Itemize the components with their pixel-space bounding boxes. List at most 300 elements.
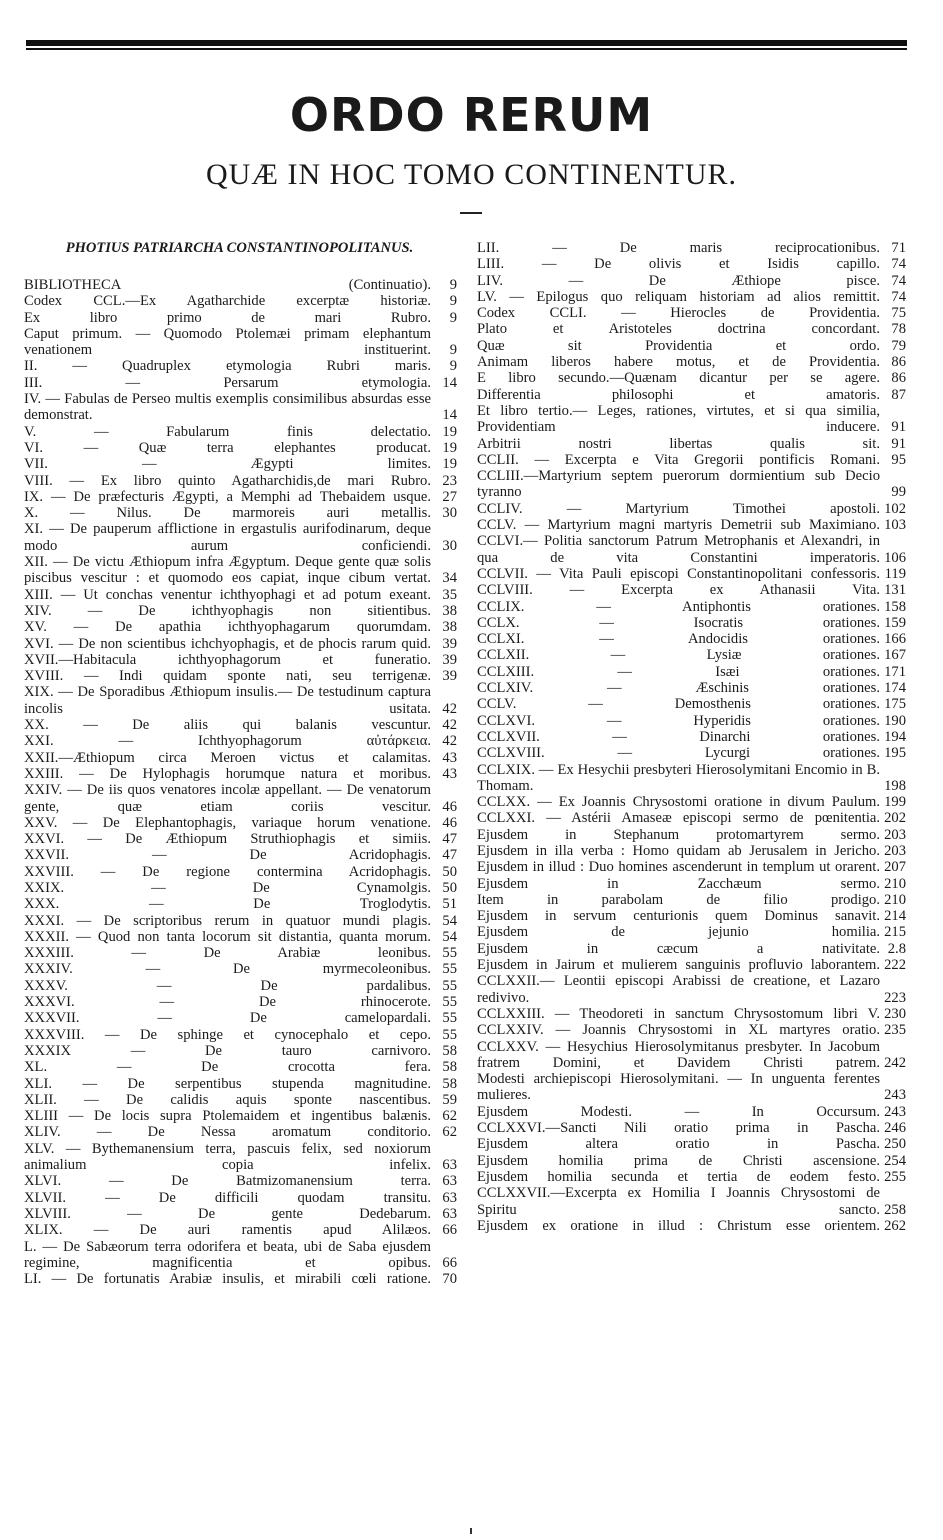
toc-entry [475,256,906,272]
toc-entry-text: CCLIV. — Martyrium Timothei apostoli. [477,500,880,517]
toc-entry-text: LIV. — De Æthiope pisce. [477,272,880,289]
toc-entry [22,391,457,424]
toc-entry-text: CCLV. — Martyrium magni martyris Demetrii sub Maximiano. [477,517,880,534]
toc-entry-text: LI. — De fortunatis Arabiæ insulis, et mirabili cœli ratione. [24,1271,431,1288]
toc-entry-page: 78 [891,321,906,338]
toc-entry-page: 194 [884,728,906,745]
toc-entry-text: IV. — Fabulas de Perseo multis exemplis consimilibus absurdas esse demonstrat. [24,391,431,424]
toc-entry [475,745,906,761]
toc-entry-text: XIX. — De Sporadibus Æthiopum insulis.— De testudinum captura incolis usitata. [24,684,431,717]
toc-entry-page: 215 [884,924,906,941]
toc-entry-text: XXVII. — De Acridophagis. [24,847,431,864]
toc-entry [475,305,906,321]
toc-entry-page: 39 [442,635,457,652]
toc-entry-page: 9 [449,293,457,310]
toc-entry-text: VIII. — Ex libro quinto Agatharchidis,de mari Rubro. [24,472,431,489]
toc-entry [475,1071,906,1104]
toc-entry-text: Ejusdem in Jairum et mulierem sanguinis profluvio laborantem. [477,957,880,974]
toc-entry-text: CCLII. — Excerpta e Vita Gregorii pontificis Romani. [477,451,880,468]
toc-entry-page: 95 [891,451,906,468]
toc-entry-page: 50 [442,863,457,880]
toc-entry-text: XII. — De victu Æthiopum infra Ægyptum. Deque gente quæ solis piscibus vescitur : et quomodo eos capiat, inque cibum vertat. [24,554,431,587]
toc-entry-text: CCLX. — Isocratis orationes. [477,614,880,631]
toc-entry-text: XVI. — De non scientibus ichchyophagis, et de phocis rarum quid. [24,635,431,652]
toc-entry-text: Ejusdem in servum centurionis quem Dominus sanavit. [477,908,880,925]
toc-entry-text: XXXIV. — De myrmecoleonibus. [24,961,431,978]
toc-entry-text: XXXIX — De tauro carnivoro. [24,1042,431,1059]
toc-entry [475,680,906,696]
toc-entry-page: 30 [442,505,457,522]
toc-entry-page: 102 [884,500,906,517]
toc-entry [22,293,457,309]
toc-entry-text: XVII.—Habitacula ichthyophagorum et funeratio. [24,651,431,668]
toc-entry [22,1027,457,1043]
toc-entry [475,827,906,843]
toc-entry-text: L. — De Sabæorum terra odorifera et beata, ubi de Saba ejusdem regimine, magnificentia et opibus. [24,1238,431,1271]
toc-entry [475,810,906,826]
separator-dash [460,212,482,214]
toc-entry [22,1190,457,1206]
toc-entry-page: 43 [442,765,457,782]
toc-entry-text: CCLXIII. — Isæi orationes. [477,663,880,680]
toc-entry [22,847,457,863]
toc-entry-text: XLV. — Bythemanensium terra, pascuis felix, sed noxiorum animalium copia infelix. [24,1140,431,1174]
toc-entry-text: Quæ sit Providentia et ordo. [477,337,880,354]
page-title: ORDO RERUM [289,88,654,142]
toc-entry-text: XXII.—Æthiopum circa Meroen victus et calamitas. [24,749,431,766]
toc-entry [475,403,906,436]
toc-entry [475,468,906,501]
toc-entry [475,957,906,973]
toc-entry [475,566,906,582]
toc-entry-text: Modesti archiepiscopi Hierosolymitani. — In unguenta ferentes mulieres. [477,1071,880,1104]
toc-entry-page: 74 [891,256,906,273]
toc-entry [475,1022,906,1038]
toc-entry-page: 86 [891,370,906,387]
toc-entry-page: 50 [442,879,457,896]
toc-entry [22,1108,457,1124]
toc-entry-text: XXXVI. — De rhinocerote. [24,994,431,1011]
toc-entry-page: 62 [442,1108,457,1125]
toc-entry [22,1043,457,1059]
toc-entry-page: 91 [891,419,906,436]
toc-entry [22,1092,457,1108]
toc-entry [475,729,906,745]
toc-entry-page: 171 [884,663,906,680]
toc-entry-text: CCLXXII.— Leontii episcopi Arabissi de creatione, et Lazaro redivivo. [477,973,880,1006]
toc-entry-text: Ejusdem de jejunio homilia. [477,924,880,941]
toc-entry-page: 55 [442,977,457,994]
toc-entry-page: 131 [884,582,906,599]
toc-entry-text: XXVI. — De Æthiopum Struthiophagis et simiis. [24,831,431,848]
toc-entry-text: CCLIX. — Antiphontis orationes. [477,598,880,615]
toc-entry-page: 210 [884,891,906,908]
toc-entry [22,1141,457,1174]
toc-entry-page: 166 [884,631,906,648]
toc-entry-page: 23 [442,472,457,489]
toc-entry-page: 19 [442,439,457,456]
toc-entry-page: 62 [442,1124,457,1141]
toc-entry-text: Item in parabolam de filio prodigo. [477,891,880,908]
toc-entry [475,1006,906,1022]
toc-entry [22,456,457,472]
toc-entry [22,358,457,374]
toc-entry-page: 58 [442,1075,457,1092]
toc-entry-page: 47 [442,831,457,848]
toc-entry-page: 2.8 [887,940,906,957]
toc-entry-page: 223 [884,989,906,1006]
toc-entry-page: 203 [884,826,906,843]
toc-entry [22,1124,457,1140]
toc-entry-text: LII. — De maris reciprocationibus. [477,240,880,256]
toc-entry-page: 66 [442,1254,457,1271]
toc-entry-page: 58 [442,1059,457,1076]
left-column [22,240,457,1287]
toc-entry [475,631,906,647]
toc-entry [475,338,906,354]
toc-entry [22,994,457,1010]
toc-entry-page: 9 [449,309,457,326]
toc-entry-text: X. — Nilus. De marmoreis auri metallis. [24,505,431,522]
toc-entry [22,717,457,733]
toc-entry-text: Codex CCLI. — Hierocles de Providentia. [477,305,880,322]
toc-entry [475,1218,906,1234]
toc-entry-page: 158 [884,598,906,615]
toc-entry-page: 195 [884,745,906,762]
toc-entry-page: 66 [442,1222,457,1239]
toc-entry-page: 39 [442,651,457,668]
toc-entry [475,370,906,386]
toc-entry-page: 47 [442,847,457,864]
toc-entry-text: XLIV. — De Nessa aromatum conditorio. [24,1124,431,1141]
toc-entry-text: XIII. — Ut conchas venentur ichthyophagi et ad potum exeant. [24,586,431,603]
toc-entry-page: 9 [449,277,457,293]
toc-entry [22,961,457,977]
toc-entry-text: XLVIII. — De gente Dedebarum. [24,1205,431,1222]
toc-entry-page: 190 [884,712,906,729]
toc-entry-page: 222 [884,957,906,974]
toc-entry-text: Plato et Aristoteles doctrina concordant. [477,321,880,338]
toc-entry-page: 74 [891,272,906,289]
toc-entry-text: Ex libro primo de mari Rubro. [24,309,431,326]
toc-entry-text: XXXVIII. — De sphinge et cynocephalo et cepo. [24,1026,431,1043]
toc-entry-text: XLVII. — De difficili quodam transitu. [24,1189,431,1206]
toc-entry-page: 86 [891,354,906,371]
toc-entry-page: 51 [442,896,457,913]
toc-entry-text: XXX. — De Troglodytis. [24,896,431,913]
toc-entry-text: III. — Persarum etymologia. [24,374,431,391]
toc-entry-text: CCLXIX. — Ex Hesychii presbyteri Hierosolymitani Encomio in B. Thomam. [477,761,880,794]
toc-entry-page: 119 [884,565,906,582]
toc-entry [475,941,906,957]
toc-entry-page: 230 [884,1005,906,1022]
toc-entry [22,505,457,521]
toc-entry-page: 79 [891,337,906,354]
toc-entry-page: 203 [884,842,906,859]
toc-entry [22,668,457,684]
toc-entry-text: XXXIII. — De Arabiæ leonibus. [24,945,431,962]
toc-entry-text: Ejusdem altera oratio in Pascha. [477,1136,880,1153]
toc-entry-text: XLIX. — De auri ramentis apud Alilæos. [24,1222,431,1239]
toc-entry [475,1104,906,1120]
right-column [475,240,906,1234]
toc-entry-page: 71 [891,240,906,256]
toc-entry-text: CCLXX. — Ex Joannis Chrysostomi oratione in divum Paulum. [477,794,880,811]
toc-entry [475,713,906,729]
toc-entry [22,603,457,619]
toc-entry-text: CCLXVI. — Hyperidis orationes. [477,712,880,729]
toc-entry-page: 91 [891,435,906,452]
toc-entry [475,892,906,908]
toc-entry-text: II. — Quadruplex etymologia Rubri maris. [24,358,431,375]
toc-entry-text: E libro secundo.—Quænam dicantur per se agere. [477,370,880,387]
toc-entry-page: 242 [884,1054,906,1071]
toc-entry-text: XL. — De crocotta fera. [24,1059,431,1076]
toc-entry-text: XV. — De apathia ichthyophagarum quorumdam. [24,619,431,636]
toc-entry-page: 99 [891,484,906,501]
toc-entry-text: Ejusdem homilia secunda et tertia de eodem festo. [477,1168,880,1185]
toc-entry-page: 42 [442,717,457,734]
toc-entry [22,1173,457,1189]
toc-entry-text: Ejusdem in Stephanum protomartyrem sermo. [477,826,880,843]
toc-entry-text: XXXV. — De pardalibus. [24,977,431,994]
toc-entry-page: 103 [884,517,906,534]
toc-entry-page: 19 [442,423,457,440]
toc-entry-text: XXIV. — De iis quos venatores incolæ appellant. — De venatorum gente, quæ etiam coriis vescitur. [24,782,431,815]
toc-entry [22,1222,457,1238]
toc-entry-text: CCLXXI. — Astérii Amaseæ episcopi sermo de pœnitentia. [477,810,880,827]
toc-entry-text: V. — Fabularum finis delectatio. [24,423,431,440]
toc-entry-page: 255 [884,1168,906,1185]
toc-entry-text: Ejusdem homilia prima de Christi ascensione. [477,1152,880,1169]
toc-entry [475,533,906,566]
toc-entry-text: XLII. — De calidis aquis sponte nascentibus. [24,1091,431,1108]
toc-entry [22,1010,457,1026]
toc-entry-text: Ejusdem in Zacchæum sermo. [477,875,880,892]
toc-entry-page: 9 [449,342,457,359]
toc-entry-page: 38 [442,619,457,636]
toc-entry-page: 63 [442,1173,457,1190]
toc-entry-page: 198 [884,777,906,794]
toc-entry [475,973,906,1006]
toc-entry [22,913,457,929]
toc-entry-text: XXXII. — Quod non tanta locorum sit distantia, quanta morum. [24,928,431,945]
toc-entry [475,647,906,663]
toc-entry [475,354,906,370]
toc-entry-page: 35 [442,586,457,603]
toc-entry [22,277,457,293]
toc-entry-text: XI. — De pauperum afflictione in ergastulis aurifodinarum, deque modo aurum conficiendi. [24,521,431,554]
toc-entry-page: 258 [884,1201,906,1218]
toc-entry-page: 55 [442,945,457,962]
toc-entry-page: 174 [884,680,906,697]
toc-entry-text: XLI. — De serpentibus stupenda magnitudine. [24,1075,431,1092]
top-double-rule [26,38,907,50]
toc-entry [475,289,906,305]
toc-entry-text: Ejusdem in cæcum a nativitate. [477,940,880,957]
toc-entry-page: 243 [884,1103,906,1120]
toc-entry-page: 75 [891,305,906,322]
toc-entry [475,615,906,631]
toc-entry-text: XXXI. — De scriptoribus rerum in quatuor mundi plagis. [24,912,431,929]
toc-entry-text: Differentia philosophi et amatoris. [477,386,880,403]
toc-entry [22,587,457,603]
toc-entry-page: 235 [884,1022,906,1039]
toc-entry-page: 246 [884,1120,906,1137]
toc-entry-text: CCLVIII. — Excerpta ex Athanasii Vita. [477,582,880,599]
toc-entry [475,924,906,940]
toc-entry-text: Ejusdem in illud : Duo homines ascenderunt in templum ut orarent. [477,859,880,876]
toc-entry [22,619,457,635]
toc-entry [22,896,457,912]
column-heading: PHOTIUS PATRIARCHA CONSTANTINOPOLITANUS. [65,240,414,256]
toc-entry-text: CCLXXVI.—Sancti Nili oratio prima in Pascha. [477,1120,880,1137]
toc-entry [475,843,906,859]
toc-entry-page: 39 [442,668,457,685]
toc-entry-text: CCLXI. — Andocidis orationes. [477,631,880,648]
toc-entry-text: XXI. — Ichthyophagorum αὐτάρκεια. [24,733,431,750]
toc-entry-page: 14 [442,374,457,391]
toc-entry-text: CCLXIV. — Æschinis orationes. [477,680,880,697]
toc-entry-page: 55 [442,1026,457,1043]
toc-entry [22,733,457,749]
toc-entry-page: 55 [442,994,457,1011]
toc-entry [475,1039,906,1072]
toc-entry-text: XVIII. — Indi quidam sponte nati, seu terrigenæ. [24,668,431,685]
toc-entry [475,762,906,795]
toc-entry [22,652,457,668]
toc-entry-page: 199 [884,794,906,811]
toc-entry [475,501,906,517]
toc-entry-page: 46 [442,798,457,815]
toc-entry-page: 106 [884,549,906,566]
toc-entry [22,929,457,945]
toc-entry [475,273,906,289]
toc-entry [22,1239,457,1272]
toc-entry [22,750,457,766]
toc-entry-text: CCLXII. — Lysiæ orationes. [477,647,880,664]
toc-entry-text: Ejusdem Modesti. — In Occursum. [477,1103,880,1120]
toc-entry [22,766,457,782]
toc-entry-text: XXIII. — De Hylophagis horumque natura et moribus. [24,765,431,782]
toc-entry-page: 210 [884,875,906,892]
toc-entry-text: LIII. — De olivis et Isidis capillo. [477,256,880,273]
toc-entry-page: 70 [442,1271,457,1288]
toc-entry [475,664,906,680]
toc-entry-text: CCLXXVII.—Excerpta ex Homilia I Joannis Chrysostomi de Spiritu sancto. [477,1185,880,1218]
toc-entry [475,436,906,452]
toc-entry [475,1153,906,1169]
toc-entry [22,521,457,554]
toc-entry-text: VI. — Quæ terra elephantes producat. [24,439,431,456]
toc-entry-text: VII. — Ægypti limites. [24,456,431,473]
toc-entry [475,517,906,533]
toc-entry-text: XIV. — De ichthyophagis non sitientibus. [24,602,431,619]
toc-entry-text: CCLIII.—Martyrium septem puerorum dormientium sub Decio tyranno [477,468,880,501]
toc-entry-page: 250 [884,1136,906,1153]
toc-entry-text: XLIII — De locis supra Ptolemaidem et ingentibus balænis. [24,1108,431,1125]
toc-entry-page: 34 [442,570,457,587]
toc-entry [475,582,906,598]
toc-entry [22,815,457,831]
toc-entry-page: 55 [442,1010,457,1027]
toc-entry [22,782,457,815]
toc-entry-text: LV. — Epilogus quo reliquam historiam ad alios remittit. [477,288,880,305]
toc-entry [475,876,906,892]
toc-entry [22,489,457,505]
toc-entry-text: IX. — De præfecturis Ægypti, a Memphi ad Thebaidem usque. [24,488,431,505]
toc-entry-page: 214 [884,908,906,925]
toc-entry [475,1120,906,1136]
toc-entry-page: 42 [442,700,457,717]
toc-entry-page: 46 [442,814,457,831]
toc-entry-text: CCLVII. — Vita Pauli episcopi Constantinopolitani confessoris. [477,565,880,582]
toc-entry [475,696,906,712]
toc-entry-page: 167 [884,647,906,664]
toc-entry-page: 27 [442,488,457,505]
toc-entry [22,945,457,961]
toc-entry-page: 74 [891,288,906,305]
toc-entry [475,794,906,810]
toc-entry [22,310,457,326]
toc-entry-text: Arbitrii nostri libertas qualis sit. [477,435,880,452]
toc-entry-text: Caput primum. — Quomodo Ptolemæi primam elephantum venationem instituerint. [24,325,431,359]
toc-entry-text: XX. — De aliis qui balanis vescuntur. [24,717,431,734]
toc-entry-text: CCLXXV. — Hesychius Hierosolymitanus presbyter. In Jacobum fratrem Domini, et Davidem Christi patrem. [477,1038,880,1071]
toc-entry-text: CCLXXIII. — Theodoreti in sanctum Chrysostomum libri V. [477,1005,880,1022]
toc-entry-page: 43 [442,749,457,766]
toc-entry [22,978,457,994]
toc-entry-page: 63 [442,1189,457,1206]
toc-entry-page: 207 [884,859,906,876]
toc-entry-text: XXV. — De Elephantophagis, variaque horum venatione. [24,814,431,831]
toc-entry [22,1076,457,1092]
toc-entry [475,599,906,615]
toc-entry [22,424,457,440]
toc-entry [475,1136,906,1152]
toc-entry-page: 54 [442,912,457,929]
toc-entry-page: 19 [442,456,457,473]
toc-entry-text: Ejusdem ex oratione in illud : Christum esse orientem. [477,1217,880,1234]
toc-entry [22,684,457,717]
toc-entry-text: Ejusdem in illa verba : Homo quidam ab Jerusalem in Jericho. [477,842,880,859]
toc-entry-page: 58 [442,1042,457,1059]
toc-entry-page: 63 [442,1205,457,1222]
toc-entry-text: CCLVI.— Politia sanctorum Patrum Metrophanis et Alexandri, in qua de vita Constantini imperatoris. [477,533,880,566]
toc-entry [22,554,457,587]
toc-entry-page: 54 [442,928,457,945]
toc-entry [22,831,457,847]
toc-entry [22,326,457,359]
toc-entry-text: CCLXVII. — Dinarchi orationes. [477,728,880,745]
toc-entry-text: CCLXVIII. — Lycurgi orationes. [477,745,880,762]
toc-entry [22,375,457,391]
bottom-mark [470,1528,472,1534]
toc-entry-page: 14 [442,407,457,424]
page-subtitle: QUÆ IN HOC TOMO CONTINENTUR. [205,158,738,191]
toc-entry [475,321,906,337]
toc-entry [22,880,457,896]
toc-entry-page: 9 [449,358,457,375]
toc-entry-page: 59 [442,1091,457,1108]
toc-entry [475,452,906,468]
toc-entry [22,864,457,880]
toc-entry-text: Et libro tertio.— Leges, rationes, virtutes, et si qua similia, Providentiam inducere. [477,402,880,436]
toc-entry-page: 202 [884,810,906,827]
toc-entry-page: 262 [884,1217,906,1234]
toc-entry-text: CCLXXIV. — Joannis Chrysostomi in XL martyres oratio. [477,1022,880,1039]
toc-entry [22,473,457,489]
